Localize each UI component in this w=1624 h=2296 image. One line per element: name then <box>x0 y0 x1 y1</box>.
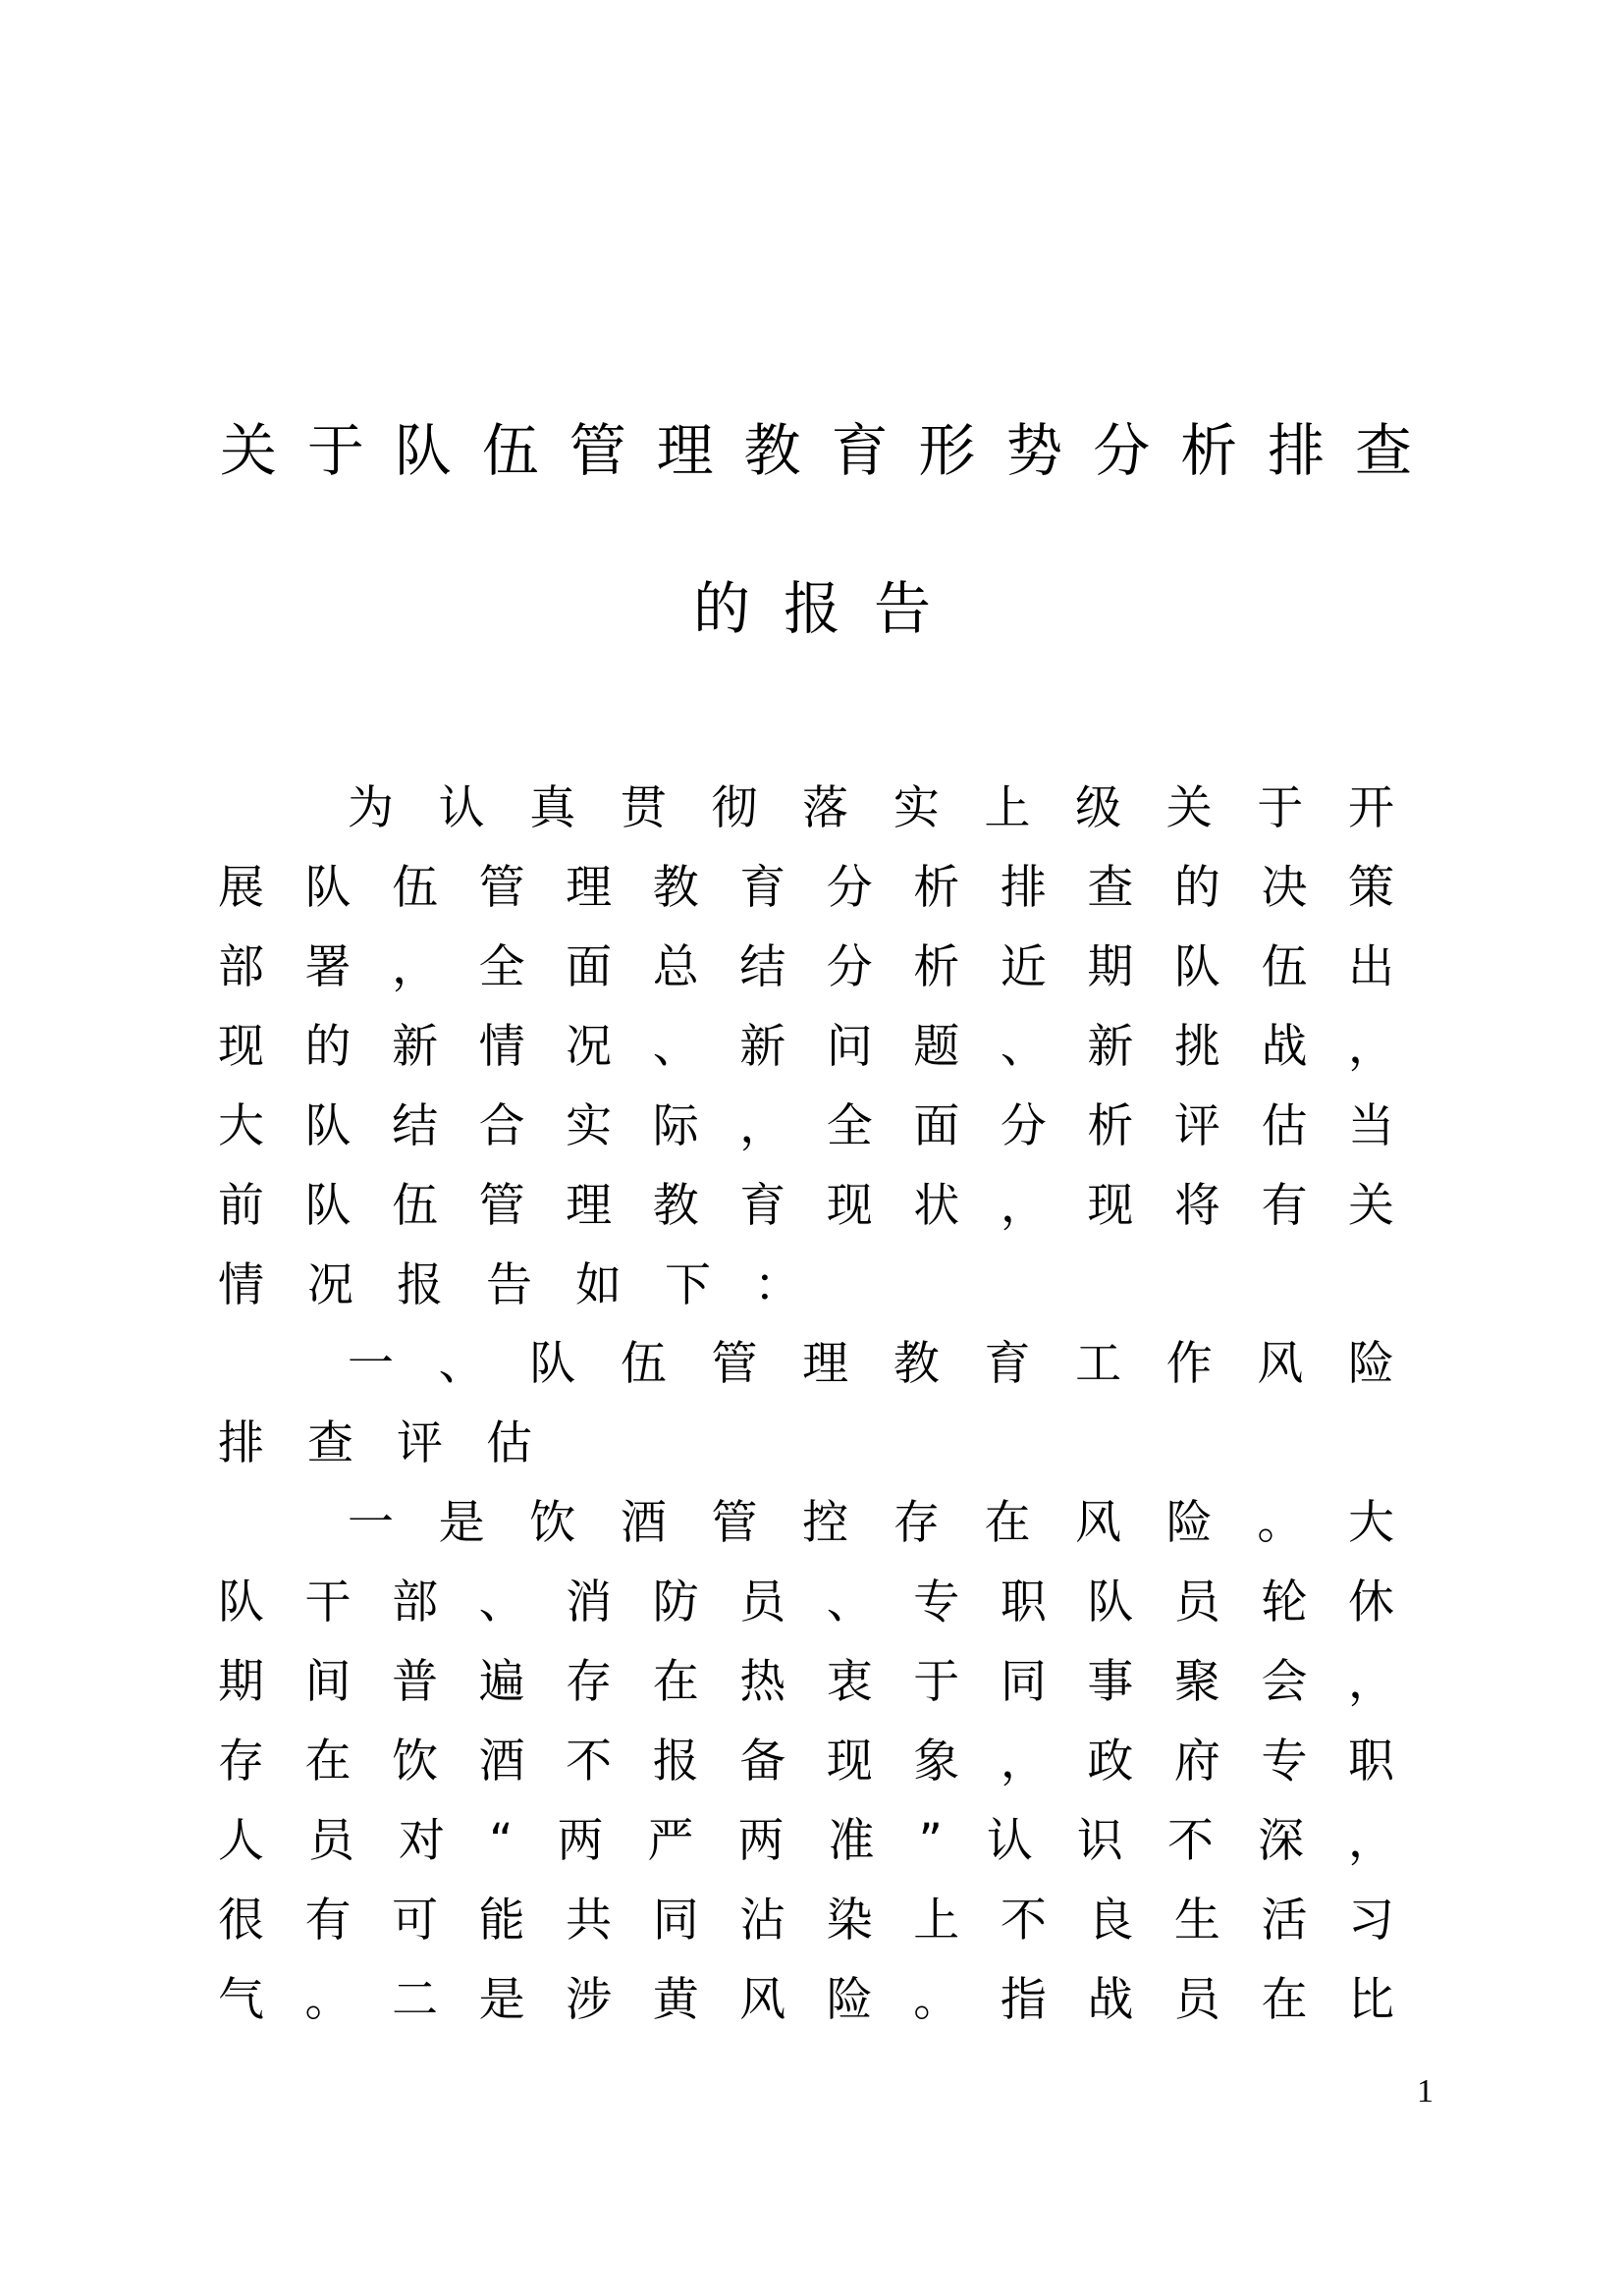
body-line: 很有可能共同沾染上不良生活习 <box>218 1894 1394 1948</box>
body-line: 气。二是涉黄风险。指战员在比 <box>218 1973 1394 2027</box>
body-line: 情况报告如下： <box>218 1258 843 1312</box>
body-line: 一是饮酒管控存在风险。大 <box>348 1496 1394 1550</box>
body-line: 大队结合实际，全面分析评估当 <box>218 1099 1394 1153</box>
body-line: 部署，全面总结分析近期队伍出 <box>218 940 1394 994</box>
document-title-line-1: 关于队伍管理教育形势分析排查 <box>220 417 1412 484</box>
body-line: 人员对“两严两准”认识不深， <box>218 1814 1394 1868</box>
body-line: 存在饮酒不报备现象，政府专职 <box>218 1735 1394 1789</box>
body-line: 前队伍管理教育现状，现将有关 <box>218 1179 1394 1233</box>
body-line: 现的新情况、新问题、新挑战， <box>218 1020 1394 1074</box>
body-line: 为认真贯彻落实上级关于开 <box>348 781 1394 835</box>
body-line: 队干部、消防员、专职队员轮休 <box>218 1575 1394 1629</box>
page-number: 1 <box>1417 2073 1434 2109</box>
body-line: 期间普遍存在热衷于同事聚会， <box>218 1655 1394 1709</box>
section-heading-line: 排查评估 <box>218 1416 575 1470</box>
body-line: 展队伍管理教育分析排查的决策 <box>218 861 1394 915</box>
section-heading-line: 一、队伍管理教育工作风险 <box>348 1337 1394 1391</box>
document-title-line-2: 的报告 <box>693 575 931 642</box>
